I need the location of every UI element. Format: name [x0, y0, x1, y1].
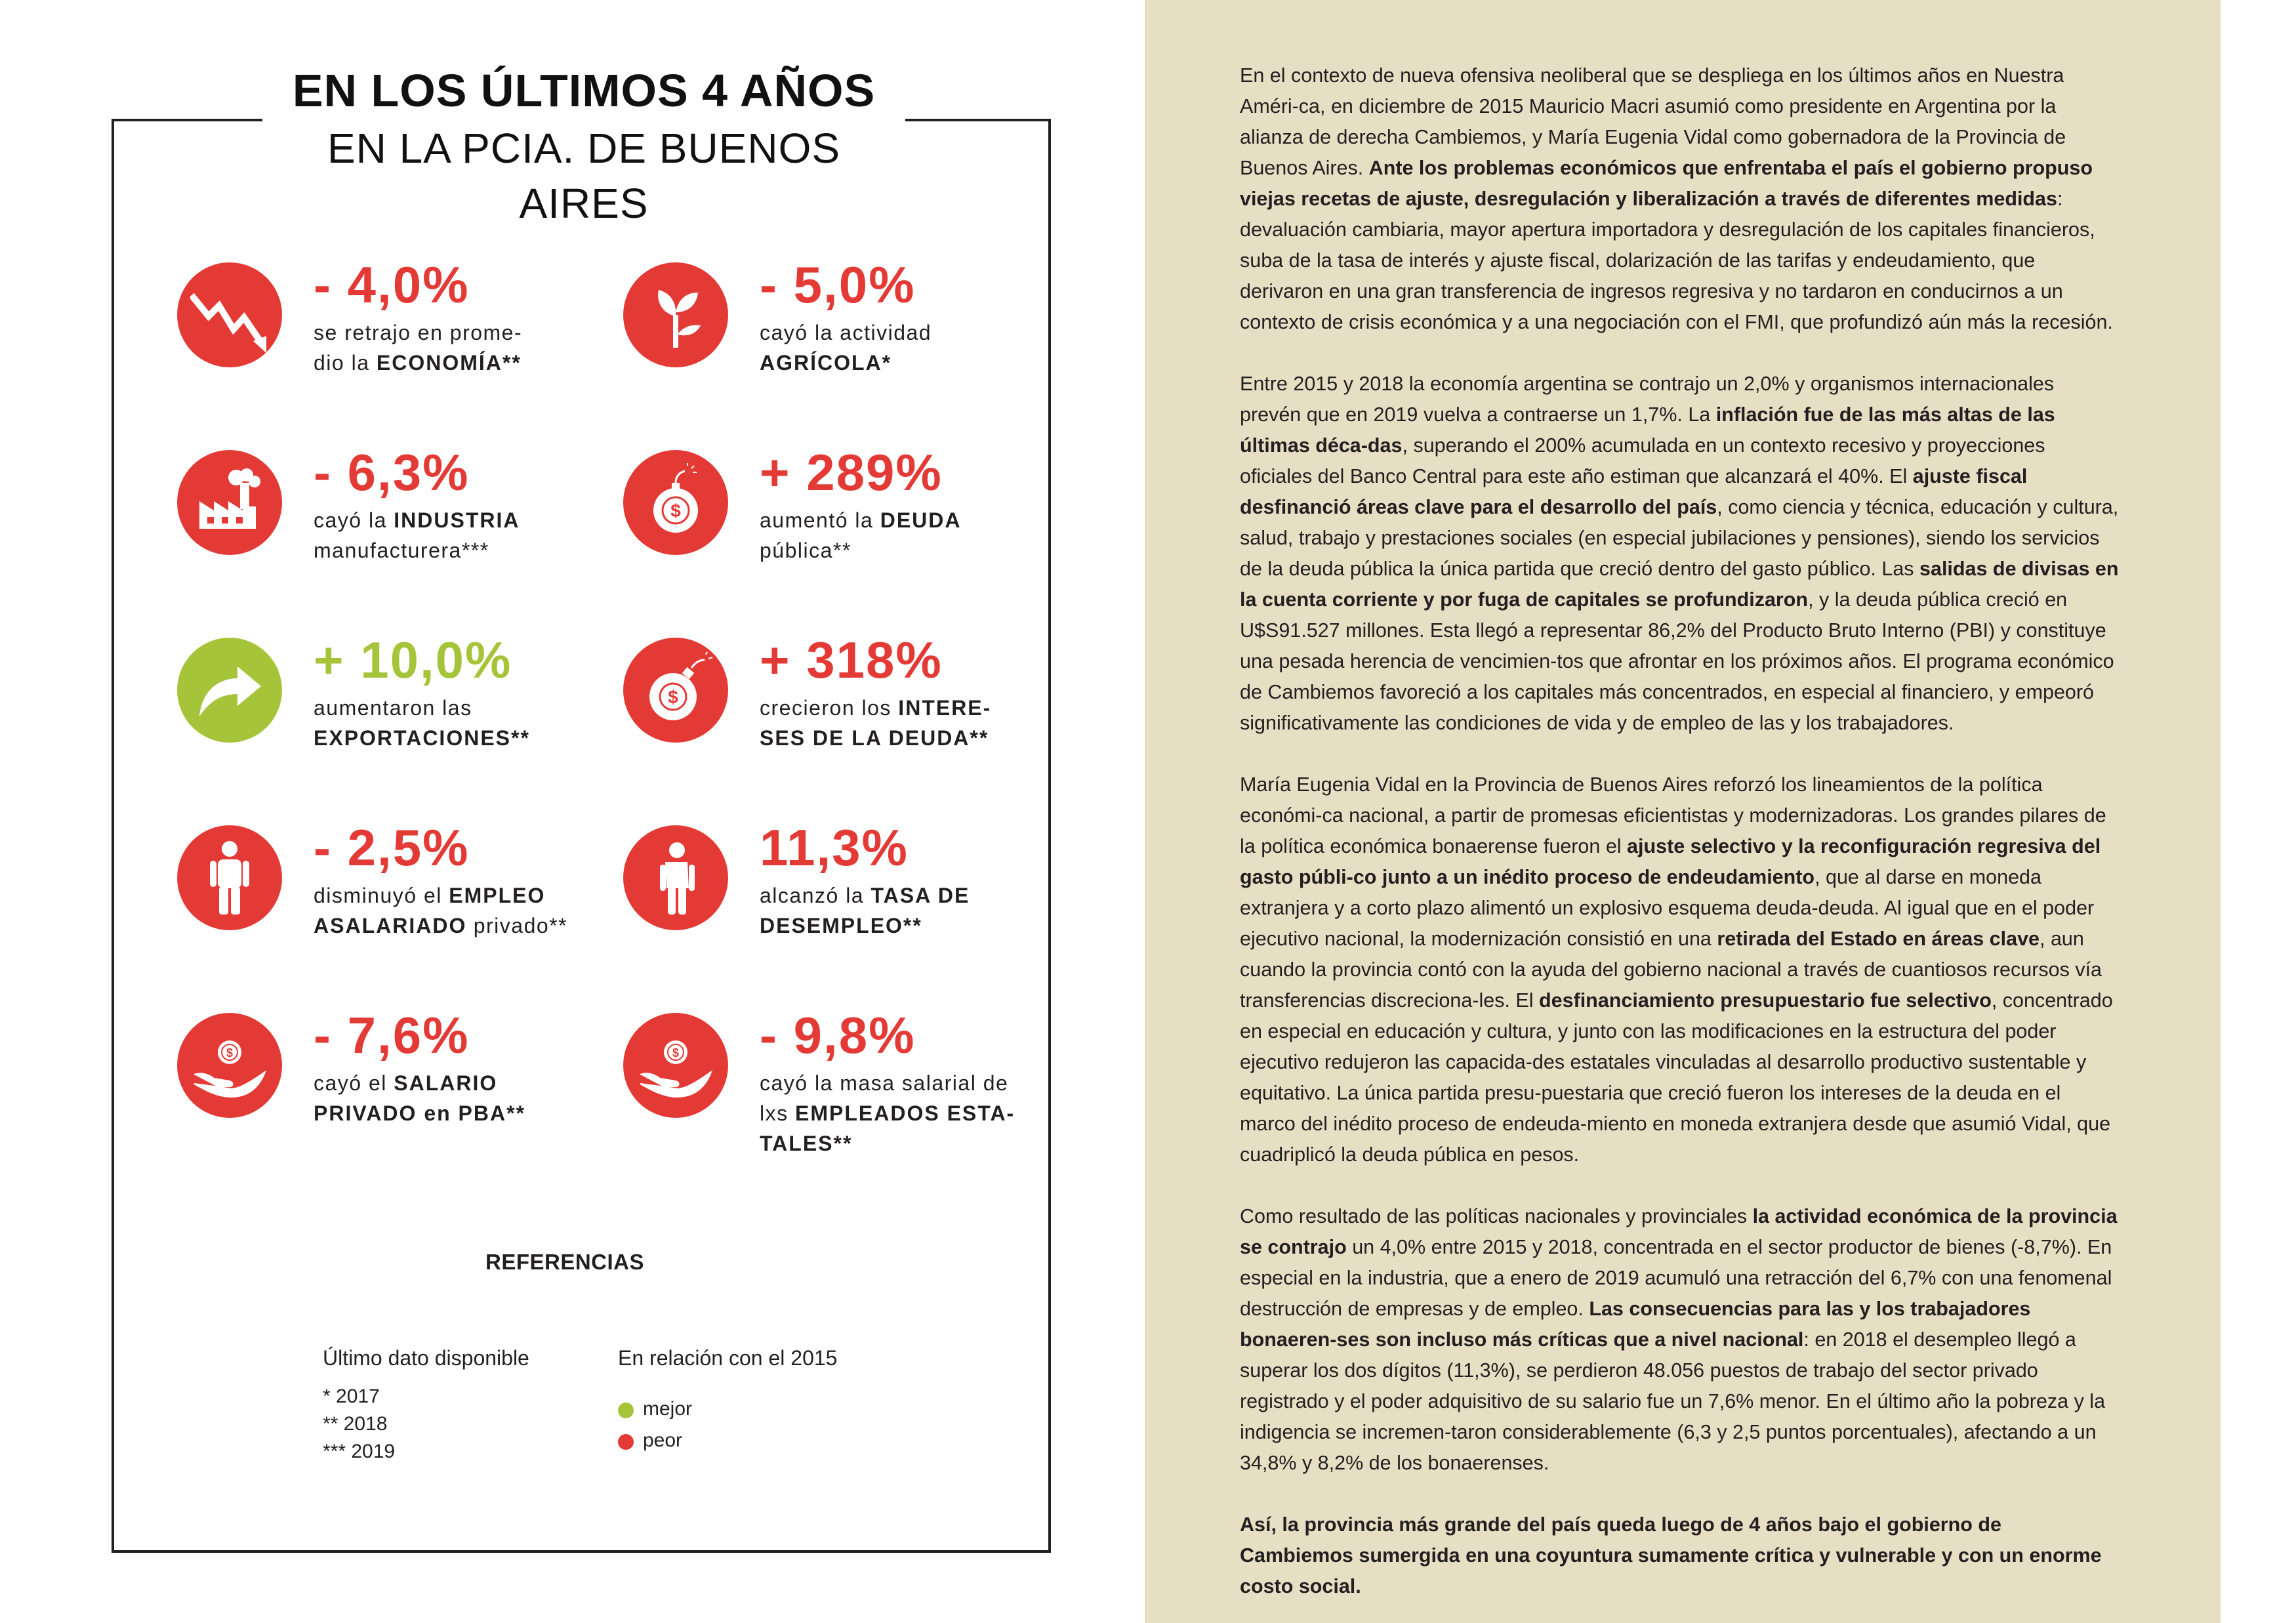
stat-value: - 4,0%	[314, 256, 470, 314]
stat-description: alcanzó la TASA DE DESEMPLEO**	[760, 884, 970, 937]
stat-description: aumentaron las EXPORTACIONES**	[314, 696, 530, 750]
reference-2018: ** 2018	[323, 1413, 388, 1435]
stat-description: cayó el SALARIO PRIVADO en PBA**	[314, 1071, 526, 1125]
hand-coins-icon	[177, 1013, 282, 1118]
factory-icon	[177, 450, 282, 555]
article-paragraph-1: En el contexto de nueva ofensiva neoliberal que se despliega en los últimos años en Nuestra Améri-ca, en diciembre de 2015 Mauricio Macri asumió como presidente en Argentina por la alianza de derecha Cambiemos, y María Eugenia Vidal como gobernadora de la Provincia de Buenos Aires. Ante los problemas económicos que enfrentaba el país el gobierno propuso viejas recetas de ajuste, desregulación y liberalización a través de diferentes medidas: devaluación cambiaria, mayor apertura importadora y desregulación de los capitales financieros, suba de la tasa de interés y ajuste fiscal, dolarización de las tarifas y endeudamiento, que derivaron en una gran transferencia de ingresos regresiva y no tardaron en conducirnos a un contexto de crisis económica y a una negociación con el FMI, que profundizó aún más la recesión.	[1240, 64, 2113, 333]
svg-text:$: $	[226, 1046, 234, 1059]
stat-private-salary	[177, 1006, 597, 1183]
stat-employment	[177, 819, 597, 996]
stat-unemployment	[623, 819, 1043, 996]
stat-economy	[177, 256, 597, 433]
curved-arrow-icon	[177, 638, 282, 743]
reference-2019: *** 2019	[323, 1441, 396, 1462]
reference-2017: * 2017	[323, 1386, 380, 1407]
article-conclusion: Así, la provincia más grande del país queda luego de 4 años bajo el gobierno de Cambiemos sumergida en una coyuntura sumamente crítica y vulnerable y con un enorme costo social.	[1240, 1513, 2102, 1597]
reference-worse: peor	[643, 1429, 683, 1451]
stat-description: aumentó la DEUDA pública**	[760, 508, 962, 562]
svg-text:$: $	[670, 501, 681, 521]
article-paragraph-2: Entre 2015 y 2018 la economía argentina se contrajo un 2,0% y organismos internacionales prevén que en 2019 vuelva a contraerse un 1,7%. La inflación fue de las más altas de las últimas déca-das, superando el 200% acumulada en un contexto recesivo y proyecciones oficiales del Banco Central para este año estiman que alcanzará el 40%. El ajuste fiscal desfinanció áreas clave para el desarrollo del país, como ciencia y técnica, educación y cultura, salud, trabajo y prestaciones sociales (en especial jubilaciones y pensiones), siendo los servicios de la deuda pública la única partida que creció dentro del gasto público. Las salidas de divisas en la cuenta corriente y por fuga de capitales se profundizaron, y la deuda pública creció en U$S91.527 millones. Esta llegó a representar 86,2% del Producto Bruto Interno (PBI) y constituye una pesada herencia de vencimien-tos que afrontar en los próximos años. El programa económico de Cambiemos favoreció a los capitales más concentrados, en especial al financiero, y empeoró significativamente las condiciones de vida y de empleo de las y los trabajadores.	[1240, 373, 2119, 734]
article-paragraph-3: María Eugenia Vidal en la Provincia de Buenos Aires reforzó los lineamientos de la política económi-ca nacional, a partir de promesas eficientistas y modernizadoras. Los grandes pilares de la política económica bonaerense fueron el ajuste selectivo y la reconfiguración regresiva del gasto públi-co junto a un inédito proceso de endeudamiento, que al darse en moneda extranjera y a corto plazo alimentó un explosivo esquema deuda-deuda. Al igual que en el poder ejecutivo nacional, la modernización consistió en una retirada del Estado en áreas clave, aun cuando la provincia contó con la ayuda del gobierno nacional a través de cuantiosos recursos vía transferencias discreciona-les. El desfinanciamiento presupuestario fue selectivo, concentrado en especial en educación y cultura, y junto con las modificaciones en la estructura del poder ejecutivo redujeron las capacida-des estatales vinculadas al desarrollo productivo sustentable y equitativo. La única partida presu-puestaria que creció fueron los intereses de la deuda en el marco del inédito proceso de endeuda-miento en moneda extranjera desde que asumió Vidal, que cuadriplicó la deuda pública en pesos.	[1240, 773, 2113, 1166]
stat-value: - 7,6%	[314, 1006, 470, 1064]
stat-exports	[177, 631, 597, 808]
infographic-title	[262, 60, 905, 231]
stat-value: + 10,0%	[314, 631, 512, 689]
references-latest-data-label: Último dato disponible	[323, 1346, 529, 1370]
person-sad-icon	[623, 825, 728, 930]
stat-value: - 6,3%	[314, 443, 470, 501]
plant-sprout-icon	[623, 262, 728, 367]
title-line-1: EN LOS ÚLTIMOS 4 AÑOS	[292, 65, 876, 116]
hand-coins-icon	[623, 1013, 728, 1118]
title-line-2: EN LA PCIA. DE BUENOS AIRES	[327, 125, 841, 227]
stat-value: 11,3%	[760, 819, 909, 876]
references-vs-2015-label: En relación con el 2015	[618, 1346, 838, 1370]
falling-chart-icon	[177, 262, 282, 367]
svg-text:$: $	[672, 1046, 680, 1059]
better-dot-icon	[618, 1403, 634, 1418]
stat-value: - 9,8%	[760, 1006, 916, 1064]
reference-better: mejor	[643, 1398, 693, 1420]
stat-industry	[177, 443, 597, 621]
stat-value: - 5,0%	[760, 256, 916, 314]
stat-value: + 318%	[760, 631, 943, 689]
svg-text:$: $	[668, 687, 678, 707]
bomb-dollar-icon	[623, 638, 728, 743]
stat-description: cayó la masa salarial de lxs EMPLEADOS ESTA- TALES**	[760, 1071, 1015, 1155]
article-paragraph-4: Como resultado de las políticas nacionales y provinciales la actividad económica de la provincia se contrajo un 4,0% entre 2015 y 2018, concentrada en el sector productor de bienes (-8,7%). En especial en la industria, que a enero de 2019 acumuló una retracción del 6,7% con una fenomenal destrucción de empresas y de empleo. Las consecuencias para las y los trabajadores bonaeren-ses son incluso más críticas que a nivel nacional: en 2018 el desempleo llegó a superar los dos dígitos (11,3%), se perdieron 48.056 puestos de trabajo del sector privado registrado y el poder adquisitivo de su salario fue un 7,6% menor. En el último año la pobreza y la indigencia se incremen-taron considerablemente (6,3 y 2,5 puntos porcentuales), afectando a un 34,8% y 8,2% de los bonaerenses.	[1240, 1205, 2118, 1474]
stat-value: - 2,5%	[314, 819, 470, 876]
references-title: REFERENCIAS	[485, 1250, 645, 1274]
stat-description: cayó la actividad AGRÍCOLA*	[760, 321, 932, 375]
stat-debt-interest	[623, 631, 1043, 808]
stat-value: + 289%	[760, 443, 943, 501]
person-icon	[177, 825, 282, 930]
stat-state-salary-mass	[623, 1006, 1043, 1183]
stat-agriculture	[623, 256, 1043, 433]
stat-description: se retrajo en prome- dio la ECONOMÍA**	[314, 321, 523, 375]
article-text	[1240, 60, 2119, 1623]
stat-description: cayó la INDUSTRIA manufacturera***	[314, 508, 520, 562]
stat-description: crecieron los INTERE- SES DE LA DEUDA**	[760, 696, 992, 750]
worse-dot-icon	[618, 1434, 634, 1450]
stat-public-debt	[623, 443, 1043, 621]
stat-description: disminuyó el EMPLEO ASALARIADO privado**	[314, 884, 568, 937]
money-bomb-icon	[623, 450, 728, 555]
